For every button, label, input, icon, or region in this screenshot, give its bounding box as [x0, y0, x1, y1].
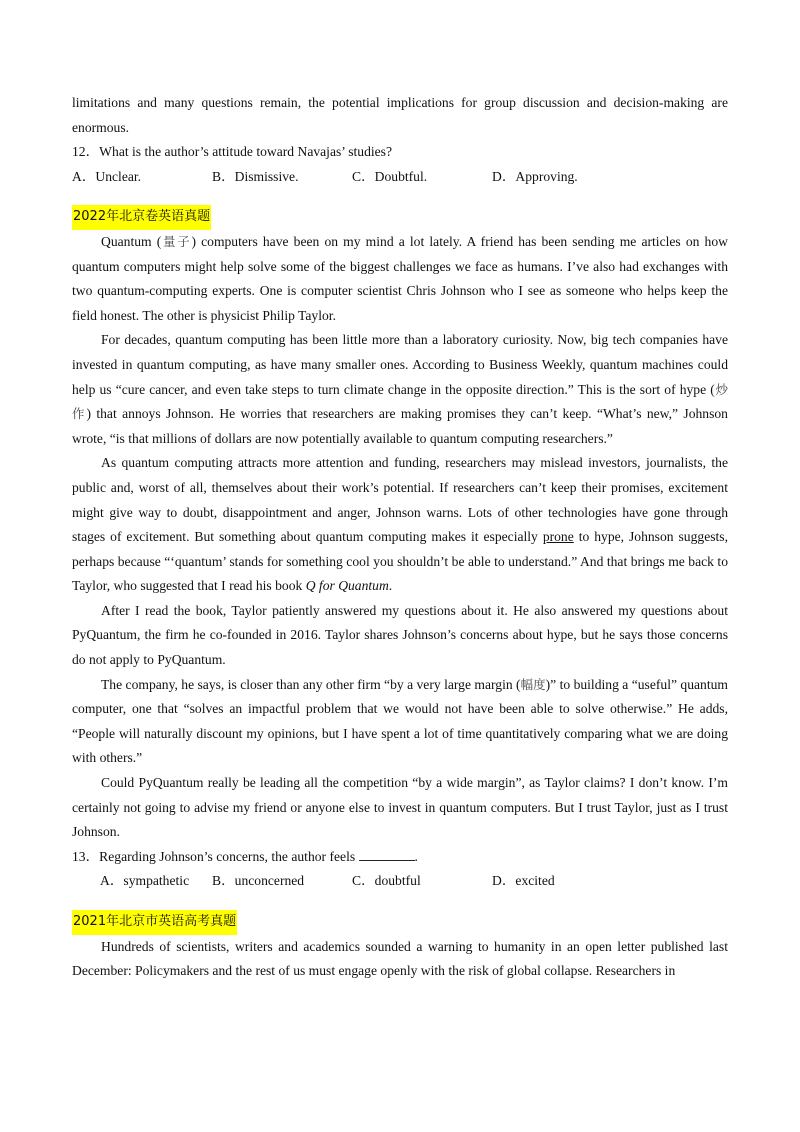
passage-continuation: limitations and many questions remain, the potential implications for group discussion and decision-making are enormous. [72, 95, 728, 135]
paragraph-4: After I read the book, Taylor patiently answered my questions about it. He also answered my questions about PyQuantum, the firm he co-founded in 2016. Taylor shares Johnson’s concerns about hype, but he says those concerns do not apply to PyQuantum. [72, 602, 728, 668]
book-title: Q for Quantum [305, 578, 389, 594]
option-d: D．excited [492, 873, 555, 889]
question-13: 13．Regarding Johnson’s concerns, the author feels . [72, 845, 728, 870]
option-a: A．Unclear. [72, 168, 142, 184]
paragraph-5: The company, he says, is closer than any other firm “by a very large margin (幅度)” to building a “useful” quantum computer, one that “solves an impactful problem that we would not have been able to solve otherwise.” He adds, “People will naturally discount my opinions, but I have spent a lot of time quantitatively comparing what we are doing with others.” [72, 676, 728, 766]
chinese-gloss: 幅度 [520, 676, 546, 692]
option-a: A．sympathetic [100, 873, 190, 889]
paragraph-1: Quantum (量子) computers have been on my mind a lot lately. A friend has been sending me articles on how quantum computers might help solve some of the biggest challenges we face as humans. I’ve also had exchanges with two quantum-computing experts. One is computer scientist Chris Johnson who I see as someone who helps keep the field honest. The other is physicist Philip Taylor. [72, 233, 728, 323]
option-b: B．unconcerned [212, 873, 305, 889]
section-heading-2021 [72, 909, 728, 935]
option-c: C．doubtful [352, 873, 421, 889]
option-c: C．Doubtful. [352, 168, 428, 184]
option-b: B．Dismissive. [212, 168, 299, 184]
chinese-gloss: 炒作 [72, 381, 728, 422]
question-12: 12．What is the author’s attitude toward Navajas’ studies? [72, 144, 392, 160]
paragraph-2021-1: Hundreds of scientists, writers and academics sounded a warning to humanity in an open letter published last December: Policymakers and the rest of us must engage openly with the risk of global collapse. Researchers in [72, 938, 728, 979]
question-13-options [72, 869, 728, 894]
paragraph-3: As quantum computing attracts more attention and funding, researchers may mislead investors, journalists, the public and, worst of all, themselves about their work’s potential. If researchers can’t keep their promises, excitement might give way to doubt, disappointment and anger, Johnson warns. Lots of other technologies have gone through stages of excitement. But something about quantum computing makes it especially prone to hype, Johnson suggests, perhaps because “‘quantum’ stands for something cool you shouldn’t be able to understand.” And that brings me back to Taylor, who suggested that I read his book Q for Quantum. [72, 455, 728, 594]
answer-blank [359, 846, 415, 861]
paragraph-6: Could PyQuantum really be leading all the competition “by a wide margin”, as Taylor claims? I don’t know. I’m certainly not going to advise my friend or anyone else to invest in quantum computers. But I trust Taylor, just as I trust Johnson. [72, 775, 728, 840]
chinese-gloss: 量子 [161, 233, 192, 249]
option-d: D．Approving. [492, 168, 578, 184]
underlined-word: prone [542, 529, 574, 545]
section-heading-2022 [72, 204, 728, 230]
paragraph-2: For decades, quantum computing has been little more than a laboratory curiosity. Now, big tech companies have invested in quantum computing, as have many smaller ones. According to Business Weekly, quantum machines could help us “cure cancer, and even take steps to turn climate change in the opposite direction.” This is the sort of hype (炒作) that annoys Johnson. He worries that researchers are making promises they can’t keep. “What’s new,” Johnson wrote, “is that millions of dollars are now potentially available to quantum computing researchers.” [72, 332, 728, 446]
heading-text: 2022年北京卷英语真题 [72, 205, 211, 230]
document-content [72, 91, 728, 984]
question-12-options [72, 165, 728, 190]
heading-text: 2021年北京市英语高考真题 [72, 910, 237, 935]
